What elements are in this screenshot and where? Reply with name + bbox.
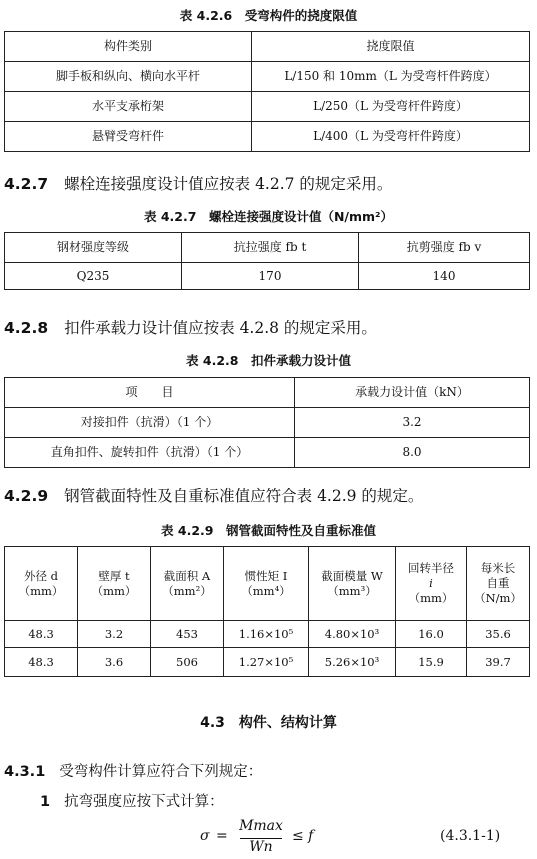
table-426 bbox=[4, 31, 530, 152]
formula-eq: = bbox=[216, 828, 228, 844]
table-header: 钢材强度等级 bbox=[5, 233, 182, 263]
table-427 bbox=[4, 232, 530, 290]
table-426-caption: 表 4.2.6 受弯构件的挠度限值 bbox=[179, 8, 358, 23]
clause-text: 受弯构件计算应符合下列规定： bbox=[59, 764, 263, 780]
header-line: 回转半径 bbox=[408, 561, 454, 575]
table-cell: 506 bbox=[151, 648, 224, 677]
table-cell: 35.6 bbox=[467, 621, 530, 648]
table-header: 挠度限值 bbox=[252, 32, 530, 62]
denominator-text: Wn bbox=[249, 839, 273, 855]
header-line: （mm²） bbox=[162, 583, 212, 598]
table-428 bbox=[4, 377, 530, 468]
table-cell: 1.16×10⁵ bbox=[224, 621, 309, 648]
header-line: 每米长 bbox=[480, 561, 516, 575]
header-line: （mm） bbox=[408, 591, 454, 605]
header-line: （N/m） bbox=[474, 591, 522, 605]
clause-text: 螺栓连接强度设计值应按表 4.2.7 的规定采用。 bbox=[64, 175, 393, 193]
header-line: （mm³） bbox=[327, 583, 377, 598]
table-cell: 4.80×10³ bbox=[309, 621, 396, 648]
clause-number: 4.2.9 bbox=[4, 487, 49, 505]
table-header: 承载力设计值（kN） bbox=[295, 378, 530, 408]
table-cell: 140 bbox=[359, 263, 530, 290]
table-header: 构件类别 bbox=[5, 32, 252, 62]
table-cell: 1.27×10⁵ bbox=[224, 648, 309, 677]
item-1 bbox=[40, 790, 224, 811]
table-cell: 脚手板和纵向、横向水平杆 bbox=[5, 62, 252, 92]
table-cell: 48.3 bbox=[5, 648, 78, 677]
header-line: 截面模量 W bbox=[321, 568, 383, 583]
table-cell: L/400（L 为受弯杆件跨度） bbox=[252, 122, 530, 152]
table-header bbox=[5, 547, 78, 621]
table-429 bbox=[4, 546, 530, 677]
numerator-text: Mmax bbox=[239, 818, 283, 834]
table-header bbox=[151, 547, 224, 621]
item-number: 1 bbox=[40, 794, 51, 810]
table-header bbox=[396, 547, 467, 621]
table-cell: Q235 bbox=[5, 263, 182, 290]
formula-lhs: σ bbox=[200, 828, 210, 844]
header-line: （mm） bbox=[18, 583, 64, 598]
table-cell: 悬臂受弯杆件 bbox=[5, 122, 252, 152]
header-line: 自重 bbox=[486, 576, 510, 590]
table-header bbox=[78, 547, 151, 621]
table-cell: 8.0 bbox=[295, 438, 530, 468]
formula-rel: ≤ f bbox=[292, 828, 314, 844]
table-cell: 3.6 bbox=[78, 648, 151, 677]
formula-numerator bbox=[238, 818, 284, 834]
table-cell: 对接扣件（抗滑）（1 个） bbox=[5, 408, 295, 438]
formula-label: (4.3.1-1) bbox=[440, 828, 501, 844]
clause-431 bbox=[4, 760, 262, 781]
table-cell: 39.7 bbox=[467, 648, 530, 677]
formula-denominator bbox=[238, 839, 284, 855]
table-cell: L/150 和 10mm（L 为受弯杆件跨度） bbox=[252, 62, 530, 92]
table-header bbox=[467, 547, 530, 621]
section-title: 4.3 构件、结构计算 bbox=[200, 715, 337, 731]
formula bbox=[200, 818, 370, 858]
table-header: 项 目 bbox=[5, 378, 295, 408]
table-header bbox=[224, 547, 309, 621]
table-header: 抗剪强度 fb v bbox=[359, 233, 530, 263]
table-cell: 直角扣件、旋转扣件（抗滑）（1 个） bbox=[5, 438, 295, 468]
table-429-caption: 表 4.2.9 钢管截面特性及自重标准值 bbox=[161, 523, 376, 538]
table-header: 抗拉强度 fb t bbox=[182, 233, 359, 263]
table-cell: 5.26×10³ bbox=[309, 648, 396, 677]
clause-text: 钢管截面特性及自重标准值应符合表 4.2.9 的规定。 bbox=[64, 487, 424, 505]
header-line: 惯性矩 I bbox=[244, 568, 288, 583]
table-427-caption: 表 4.2.7 螺栓连接强度设计值（N/mm²） bbox=[144, 209, 393, 224]
header-line: 截面积 A bbox=[163, 568, 211, 583]
table-cell: 15.9 bbox=[396, 648, 467, 677]
item-text: 抗弯强度应按下式计算： bbox=[64, 794, 224, 810]
clause-number: 4.2.8 bbox=[4, 319, 49, 337]
clause-427 bbox=[4, 172, 392, 194]
clause-428 bbox=[4, 316, 377, 338]
table-cell: 3.2 bbox=[295, 408, 530, 438]
header-line: 外径 d bbox=[23, 568, 59, 583]
table-cell: 水平支承桁架 bbox=[5, 92, 252, 122]
table-cell: 48.3 bbox=[5, 621, 78, 648]
table-cell: 3.2 bbox=[78, 621, 151, 648]
clause-429 bbox=[4, 484, 423, 506]
clause-number: 4.3.1 bbox=[4, 764, 46, 780]
header-line: （mm⁴） bbox=[241, 583, 291, 598]
table-cell: 170 bbox=[182, 263, 359, 290]
table-cell: 453 bbox=[151, 621, 224, 648]
table-cell: 16.0 bbox=[396, 621, 467, 648]
table-header bbox=[309, 547, 396, 621]
table-cell: L/250（L 为受弯杆件跨度） bbox=[252, 92, 530, 122]
table-428-caption: 表 4.2.8 扣件承载力设计值 bbox=[186, 353, 351, 368]
header-line: （mm） bbox=[91, 583, 137, 598]
clause-text: 扣件承载力设计值应按表 4.2.8 的规定采用。 bbox=[64, 319, 377, 337]
header-line: 壁厚 t bbox=[98, 568, 130, 583]
clause-number: 4.2.7 bbox=[4, 175, 49, 193]
header-line: i bbox=[429, 576, 433, 590]
